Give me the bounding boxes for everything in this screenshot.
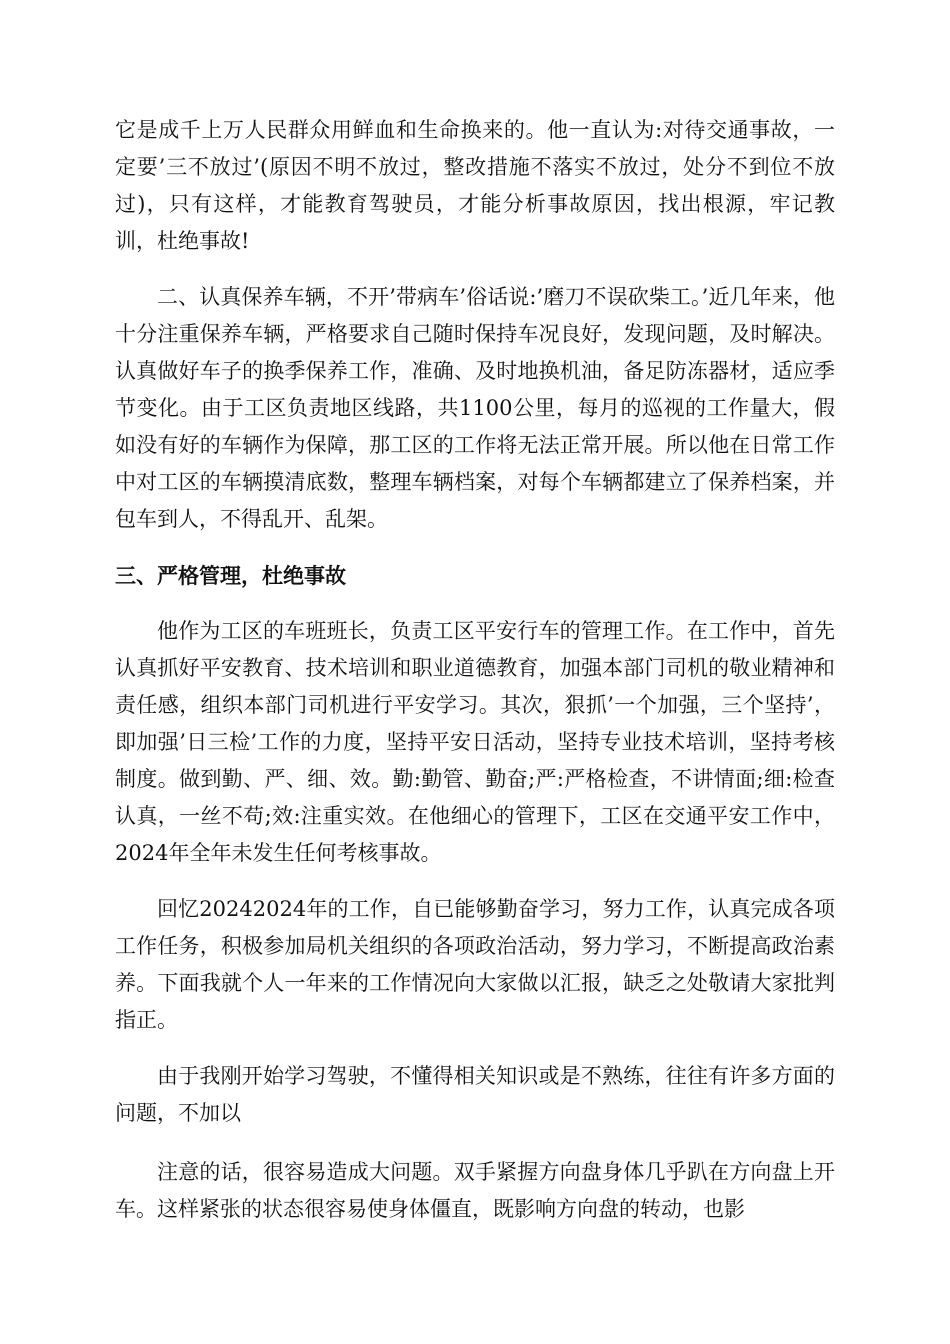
paragraph-vehicle-maintenance: 二、认真保养车辆，不开’带病车’俗话说:’磨刀不误砍柴工。’近几年来，他十分注重保养车辆，严格要求自己随时保持车况良好，发现问题，及时解决。认真做好车子的换季保养工作，准确、及时地换机油，备足防冻器材，适应季节变化。由于工区负责地区线路，共1100公里，每月的巡视的工作量大，假如没有好的车辆作为保障，那工区的工作将无法正常开展。所以他在日常工作中对工区的车辆摸清底数，整理车辆档案，对每个车辆都建立了保养档案，并包车到人，不得乱开、乱架。 (115, 285, 835, 531)
section-heading-strict-management: 三、严格管理，杜绝事故 (115, 563, 346, 588)
paragraph-year-review: 回忆20242024年的工作，自已能够勤奋学习，努力工作，认真完成各项工作任务，积极参加局机关组织的各项政治活动，努力学习，不断提高政治素养。下面我就个人一年来的工作情况向大家做以汇报，缺乏之处敬请大家批判指正。 (115, 897, 835, 1032)
paragraph-safety-management: 他作为工区的车班班长，负责工区平安行车的管理工作。在工作中，首先认真抓好平安教育、技术培训和职业道德教育，加强本部门司机的敬业精神和责任感，组织本部门司机进行平安学习。其次，狠抓’一个加强，三个坚持’，即加强’日三检’工作的力度，坚持平安日活动，坚持专业技术培训，坚持考核制度。做到勤、严、细、效。勤:勤管、勤奋;严:严格检查，不讲情面;细:检查认真，一丝不苟;效:注重实效。在他细心的管理下，工区在交通平安工作中，2024年全年未发生任何考核事故。 (115, 619, 835, 865)
document-page (115, 112, 835, 1247)
paragraph-driving-learning: 由于我刚开始学习驾驶，不懂得相关知识或是不熟练，往往有许多方面的问题，不加以 (115, 1064, 835, 1125)
paragraph-traffic-accident-principle: 它是成千上万人民群众用鲜血和生命换来的。他一直认为:对待交通事故，一定要’三不放过’(原因不明不放过，整改措施不落实不放过，处分不到位不放过)，只有这样，才能教育驾驶员，才能分析事故原因，找出根源，牢记教训，杜绝事故! (115, 118, 835, 253)
paragraph-driving-posture: 注意的话，很容易造成大问题。双手紧握方向盘身体几乎趴在方向盘上开车。这样紧张的状态很容易使身体僵直，既影响方向盘的转动，也影 (115, 1160, 835, 1221)
